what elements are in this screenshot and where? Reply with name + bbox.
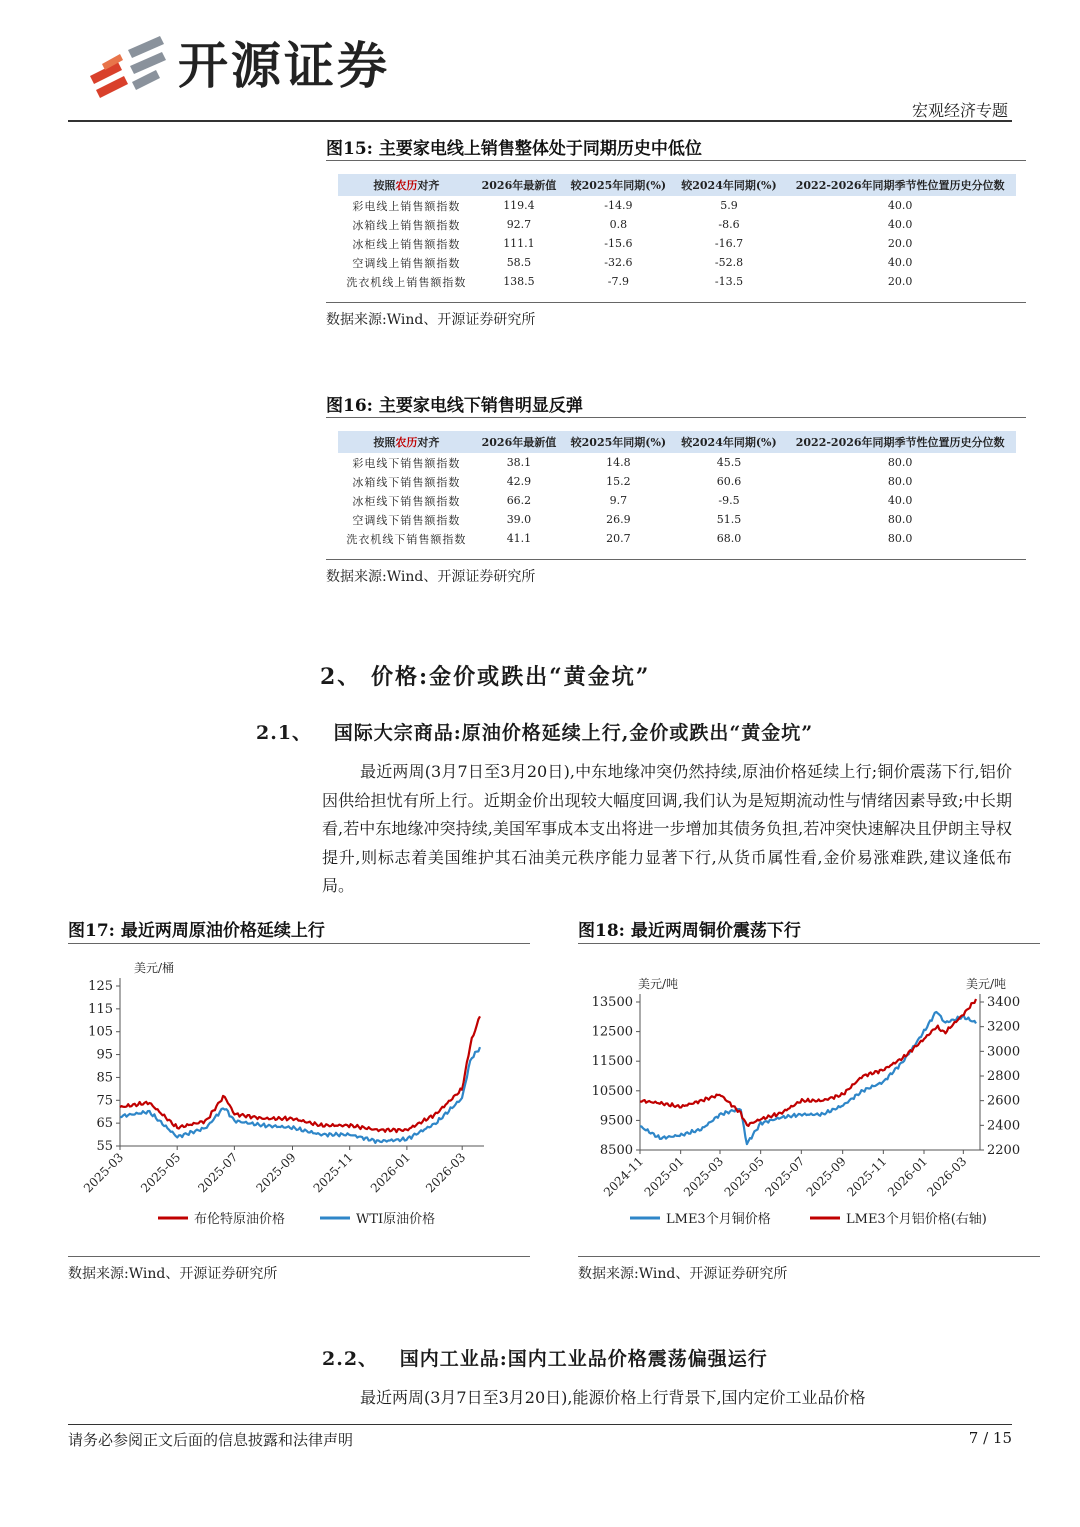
yoy-2025: -14.9 <box>604 199 633 212</box>
row-label: 空调线上销售额指数 <box>352 256 461 270</box>
y2-axis-unit-label: 美元/吨 <box>966 977 1007 991</box>
latest-value: 119.4 <box>503 199 535 212</box>
table-row <box>338 510 1016 529</box>
percentile: 40.0 <box>887 256 913 269</box>
fig15-header-yoy2025: 较2025年同期(%) <box>563 174 674 196</box>
yoy-2025: -32.6 <box>604 256 633 269</box>
fig18-top-rule <box>578 943 1040 944</box>
yoy-2025: 20.7 <box>606 532 631 545</box>
latest-value: 138.5 <box>503 275 535 288</box>
y-tick-label: 13500 <box>591 995 633 1010</box>
y-axis-unit-label: 美元/桶 <box>134 961 175 975</box>
yoy-2024: 45.5 <box>716 456 742 469</box>
fig18-source: 数据来源:Wind、开源证券研究所 <box>578 1266 788 1282</box>
percentile: 80.0 <box>887 456 913 469</box>
table-row <box>338 472 1016 491</box>
series-line-1 <box>120 1016 480 1132</box>
yoy-2024: 5.9 <box>720 199 738 212</box>
latest-value: 111.1 <box>503 237 535 250</box>
brand-name: 开源证券 <box>178 37 390 95</box>
fig16-header-latest: 2026年最新值 <box>475 431 563 453</box>
yoy-2024: -13.5 <box>714 275 744 288</box>
section22-title: 国内工业品:国内工业品价格震荡偏强运行 <box>399 1348 768 1370</box>
percentile: 40.0 <box>887 218 913 231</box>
fig16-header-yoy2024: 较2024年同期(%) <box>674 431 785 453</box>
table-row <box>338 272 1016 291</box>
fig18-caption <box>578 916 801 941</box>
yoy-2025: 0.8 <box>609 218 628 231</box>
yoy-2025: 26.9 <box>606 513 631 526</box>
fig17-number: 图17: <box>68 921 115 941</box>
fig16-source: 数据来源:Wind、开源证券研究所 <box>326 569 536 585</box>
x-tick-label: 2025-11 <box>844 1154 890 1200</box>
fig18-title: 最近两周铜价震荡下行 <box>630 921 801 941</box>
fig16-header-percentile: 2022-2026年同期季节性位置历史分位数 <box>784 431 1016 453</box>
fig17-caption <box>68 916 325 941</box>
x-tick-label: 2026-03 <box>423 1150 469 1196</box>
fig17-bottom-rule <box>68 1256 530 1257</box>
fig17-top-rule <box>68 943 530 944</box>
y-tick-label: 105 <box>88 1024 113 1040</box>
fig15-header-percentile: 2022-2026年同期季节性位置历史分位数 <box>784 174 1016 196</box>
x-tick-label: 2025-03 <box>680 1154 727 1200</box>
y-tick-label: 125 <box>88 979 113 994</box>
percentile: 40.0 <box>887 199 913 212</box>
page-number: 7 / 15 <box>968 1429 1012 1447</box>
fig16-number: 图16: <box>326 396 373 416</box>
yoy-2024: -9.5 <box>718 494 740 507</box>
x-tick-label: 2025-01 <box>641 1154 687 1200</box>
y-tick-label: 8500 <box>599 1143 633 1158</box>
y2-tick-label: 2400 <box>987 1118 1021 1134</box>
percentile: 20.0 <box>887 275 913 288</box>
latest-value: 38.1 <box>506 456 532 469</box>
y2-tick-label: 3000 <box>987 1044 1021 1060</box>
legend-label: 布伦特原油价格 <box>194 1212 286 1227</box>
y2-tick-label: 3400 <box>987 995 1021 1010</box>
fig17-source: 数据来源:Wind、开源证券研究所 <box>68 1266 278 1282</box>
y-tick-label: 55 <box>96 1139 113 1154</box>
y-tick-label: 11500 <box>591 1054 633 1070</box>
section21-title: 国际大宗商品:原油价格延续上行,金价或跌出“黄金坑” <box>333 722 814 744</box>
table-row <box>338 215 1016 234</box>
row-label: 彩电线下销售额指数 <box>352 456 461 470</box>
fig15-number: 图15: <box>326 139 373 159</box>
percentile: 80.0 <box>887 532 913 545</box>
x-tick-label: 2025-05 <box>138 1150 184 1196</box>
x-tick-label: 2025-09 <box>253 1150 299 1196</box>
yoy-2024: 68.0 <box>716 532 742 545</box>
latest-value: 39.0 <box>506 513 532 526</box>
y2-tick-label: 2600 <box>987 1093 1021 1109</box>
header-divider <box>68 120 1012 122</box>
section-label: 宏观经济专题 <box>911 101 1008 120</box>
y-axis-unit-label: 美元/吨 <box>638 977 679 991</box>
table-row <box>338 453 1016 472</box>
series-line-1 <box>640 1012 976 1144</box>
y2-tick-label: 3200 <box>987 1019 1021 1035</box>
x-tick-label: 2025-07 <box>762 1154 808 1200</box>
series-line-2 <box>640 999 976 1126</box>
latest-value: 42.9 <box>506 475 532 488</box>
table-row <box>338 253 1016 272</box>
row-label: 冰箱线上销售额指数 <box>352 218 461 232</box>
footer-disclaimer: 请务必参阅正文后面的信息披露和法律声明 <box>68 1431 354 1449</box>
row-label: 彩电线上销售额指数 <box>352 199 461 213</box>
yoy-2025: 9.7 <box>609 494 628 507</box>
y2-tick-label: 2200 <box>987 1143 1021 1158</box>
fig18-number: 图18: <box>578 921 625 941</box>
y2-tick-label: 2800 <box>987 1069 1021 1084</box>
table-row <box>338 491 1016 510</box>
section21-number: 2.1、 <box>256 722 313 744</box>
latest-value: 41.1 <box>506 532 532 545</box>
section21-heading <box>256 718 813 745</box>
legend-label: LME3个月铜价格 <box>666 1212 771 1227</box>
row-label: 冰柜线下销售额指数 <box>352 494 461 508</box>
percentile: 20.0 <box>887 237 913 250</box>
fig16-caption <box>326 391 583 416</box>
fig16-header-align: 按照农历对齐 <box>338 431 475 453</box>
latest-value: 92.7 <box>506 218 532 231</box>
fig16-table <box>338 431 1016 548</box>
fig15-header-align: 按照农历对齐 <box>338 174 475 196</box>
yoy-2025: 14.8 <box>606 456 631 469</box>
fig15-top-rule <box>326 160 1026 161</box>
fig15-table <box>338 174 1016 291</box>
fig15-title: 主要家电线上销售整体处于同期历史中低位 <box>378 139 702 159</box>
table-row <box>338 529 1016 548</box>
legend-label: WTI原油价格 <box>356 1212 436 1227</box>
x-tick-label: 2026-01 <box>367 1150 413 1196</box>
x-tick-label: 2026-01 <box>884 1154 931 1200</box>
fig16-bottom-rule <box>326 559 1026 560</box>
x-tick-label: 2026-03 <box>924 1154 970 1200</box>
section21-paragraph: 最近两周(3月7日至3月20日),中东地缘冲突仍然持续,原油价格延续上行;铜价震荡下行,铝价因供给担忧有所上行。近期金价出现较大幅度回调,我们认为是短期流动性与情绪因素导致;中长期看,若中东地缘冲突持续,美国军事成本支出将进一步增加其债务负担,若冲突快速解决且伊朗主导权提升,则标志着美国维护其石油美元秩序能力显著下行,从货币属性看,金价易涨难跌,建议逢低布局。 <box>322 762 1012 895</box>
row-label: 洗衣机线上销售额指数 <box>346 275 467 289</box>
yoy-2024: 60.6 <box>716 475 742 488</box>
y-tick-label: 115 <box>88 1001 113 1017</box>
fig15-caption <box>326 134 702 159</box>
latest-value: 58.5 <box>506 256 532 269</box>
y-tick-label: 85 <box>96 1070 113 1086</box>
x-tick-label: 2025-03 <box>80 1150 127 1196</box>
x-tick-label: 2025-07 <box>195 1150 241 1196</box>
yoy-2024: 51.5 <box>716 513 742 526</box>
section22-heading <box>322 1344 768 1371</box>
table-row <box>338 234 1016 253</box>
percentile: 80.0 <box>887 475 913 488</box>
fig15-bottom-rule <box>326 302 1026 303</box>
fig15-header-yoy2024: 较2024年同期(%) <box>674 174 785 196</box>
y-tick-label: 75 <box>96 1093 113 1109</box>
fig16-top-rule <box>326 417 1026 418</box>
y-tick-label: 95 <box>96 1047 113 1063</box>
section2-heading: 2、 价格:金价或跌出“黄金坑” <box>320 664 651 690</box>
x-tick-label: 2025-05 <box>721 1154 767 1200</box>
row-label: 冰柜线上销售额指数 <box>352 237 461 251</box>
yoy-2024: -52.8 <box>714 256 744 269</box>
footer-divider <box>68 1424 1012 1425</box>
latest-value: 66.2 <box>506 494 532 507</box>
fig16-header-yoy2025: 较2025年同期(%) <box>563 431 674 453</box>
row-label: 空调线下销售额指数 <box>352 513 461 527</box>
row-label: 洗衣机线下销售额指数 <box>346 532 467 546</box>
section22-number: 2.2、 <box>322 1348 379 1370</box>
table-row <box>338 196 1016 215</box>
yoy-2024: -16.7 <box>714 237 744 250</box>
fig17-title: 最近两周原油价格延续上行 <box>120 921 325 941</box>
y-tick-label: 9500 <box>599 1113 633 1129</box>
x-tick-label: 2024-11 <box>600 1154 647 1200</box>
percentile: 80.0 <box>887 513 913 526</box>
row-label: 冰箱线下销售额指数 <box>352 475 461 489</box>
y-tick-label: 10500 <box>591 1083 633 1099</box>
legend-label: LME3个月铝价格(右轴) <box>846 1212 987 1227</box>
fig17-chart <box>68 950 530 1250</box>
series-line-2 <box>120 1047 480 1143</box>
brand-logo-icon <box>88 36 166 98</box>
x-tick-label: 2025-11 <box>310 1150 356 1196</box>
fig15-header-latest: 2026年最新值 <box>475 174 563 196</box>
y-tick-label: 12500 <box>591 1024 633 1040</box>
yoy-2025: 15.2 <box>606 475 631 488</box>
fig15-source: 数据来源:Wind、开源证券研究所 <box>326 312 536 328</box>
x-tick-label: 2025-09 <box>803 1154 849 1200</box>
percentile: 40.0 <box>887 494 913 507</box>
fig16-title: 主要家电线下销售明显反弹 <box>378 396 583 416</box>
yoy-2024: -8.6 <box>718 218 740 231</box>
fig18-bottom-rule <box>578 1256 1040 1257</box>
fig18-chart <box>578 950 1040 1250</box>
yoy-2025: -15.6 <box>604 237 633 250</box>
yoy-2025: -7.9 <box>607 275 629 288</box>
y-tick-label: 65 <box>96 1116 113 1132</box>
section22-paragraph: 最近两周(3月7日至3月20日),能源价格上行背景下,国内定价工业品价格 <box>360 1388 866 1407</box>
